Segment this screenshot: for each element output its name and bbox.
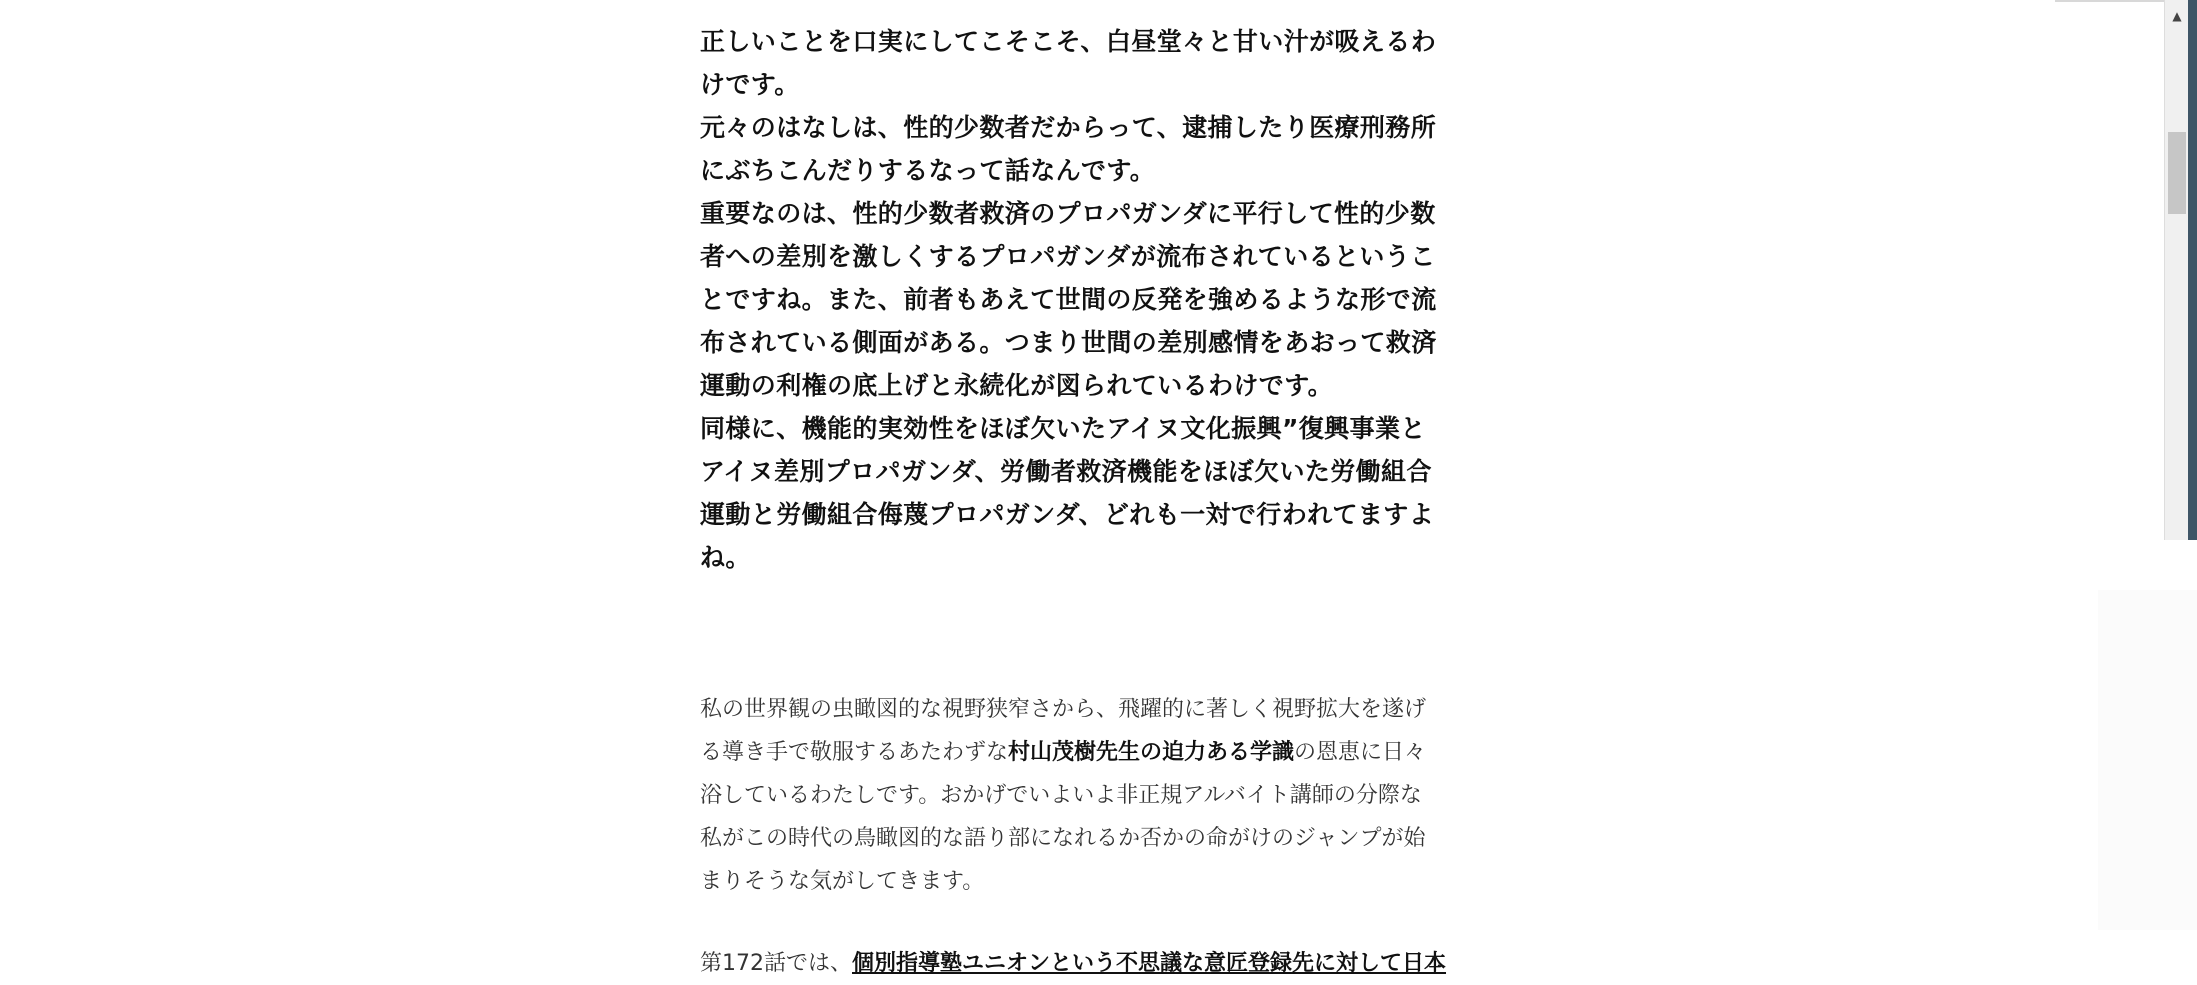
top-divider <box>2055 0 2165 2</box>
article-bold-section <box>700 20 1440 579</box>
scroll-up-arrow-icon[interactable]: ▲ <box>2172 9 2182 23</box>
paragraph: 同様に、機能的実効性をほぼ欠いたアイヌ文化振興”復興事業とアイヌ差別プロパガンダ、労働者救済機能をほぼ欠いた労働組合運動と労働組合侮蔑プロパガンダ、どれも一対で行われてますよね。 <box>700 414 1435 572</box>
paragraph-text: の恩恵に日々浴しているわたしです。おかげでいよいよ非正規アルバイト講師の分際な私がこの時代の鳥瞰図的な語り部になれるか否かの命がけのジャンプが始まりそうな気がしてきます。 <box>700 740 1427 894</box>
side-panel <box>2098 590 2197 930</box>
episode-prefix: 第172話では、 <box>700 951 852 976</box>
episode-paragraph <box>700 942 1460 985</box>
window-edge <box>2188 0 2197 540</box>
episode-link[interactable]: 個別指導塾ユニオンという不思議な意匠登録先に対して日本 <box>852 951 1447 976</box>
paragraph: 元々のはなしは、性的少数者だからって、逮捕したり医療刑務所にぶちこんだりするなって話なんです。 <box>700 113 1437 185</box>
article-light-section <box>700 688 1440 903</box>
paragraph <box>700 688 1440 903</box>
paragraph: 重要なのは、性的少数者救済のプロパガンダに平行して性的少数者への差別を激しくするプロパガンダが流布されているということですね。また、前者もあえて世間の反発を強めるような形で流布されている側面がある。つまり世間の差別感情をあおって救済運動の利権の底上げと永続化が図られているわけです。 <box>700 199 1437 400</box>
emphasis-text: 村山茂樹先生の迫力ある学識 <box>1008 740 1295 765</box>
paragraph: 正しいことを口実にしてこそこそ、白昼堂々と甘い汁が吸えるわけです。 <box>700 27 1437 99</box>
scrollbar-thumb[interactable] <box>2168 132 2186 214</box>
paragraph-text: 私の世界観の虫瞰図的な視野狭窄さから、飛躍的に著しく視野拡大を遂げる導き手で敬服するあたわずな <box>700 697 1427 765</box>
vertical-scrollbar[interactable] <box>2164 0 2189 540</box>
